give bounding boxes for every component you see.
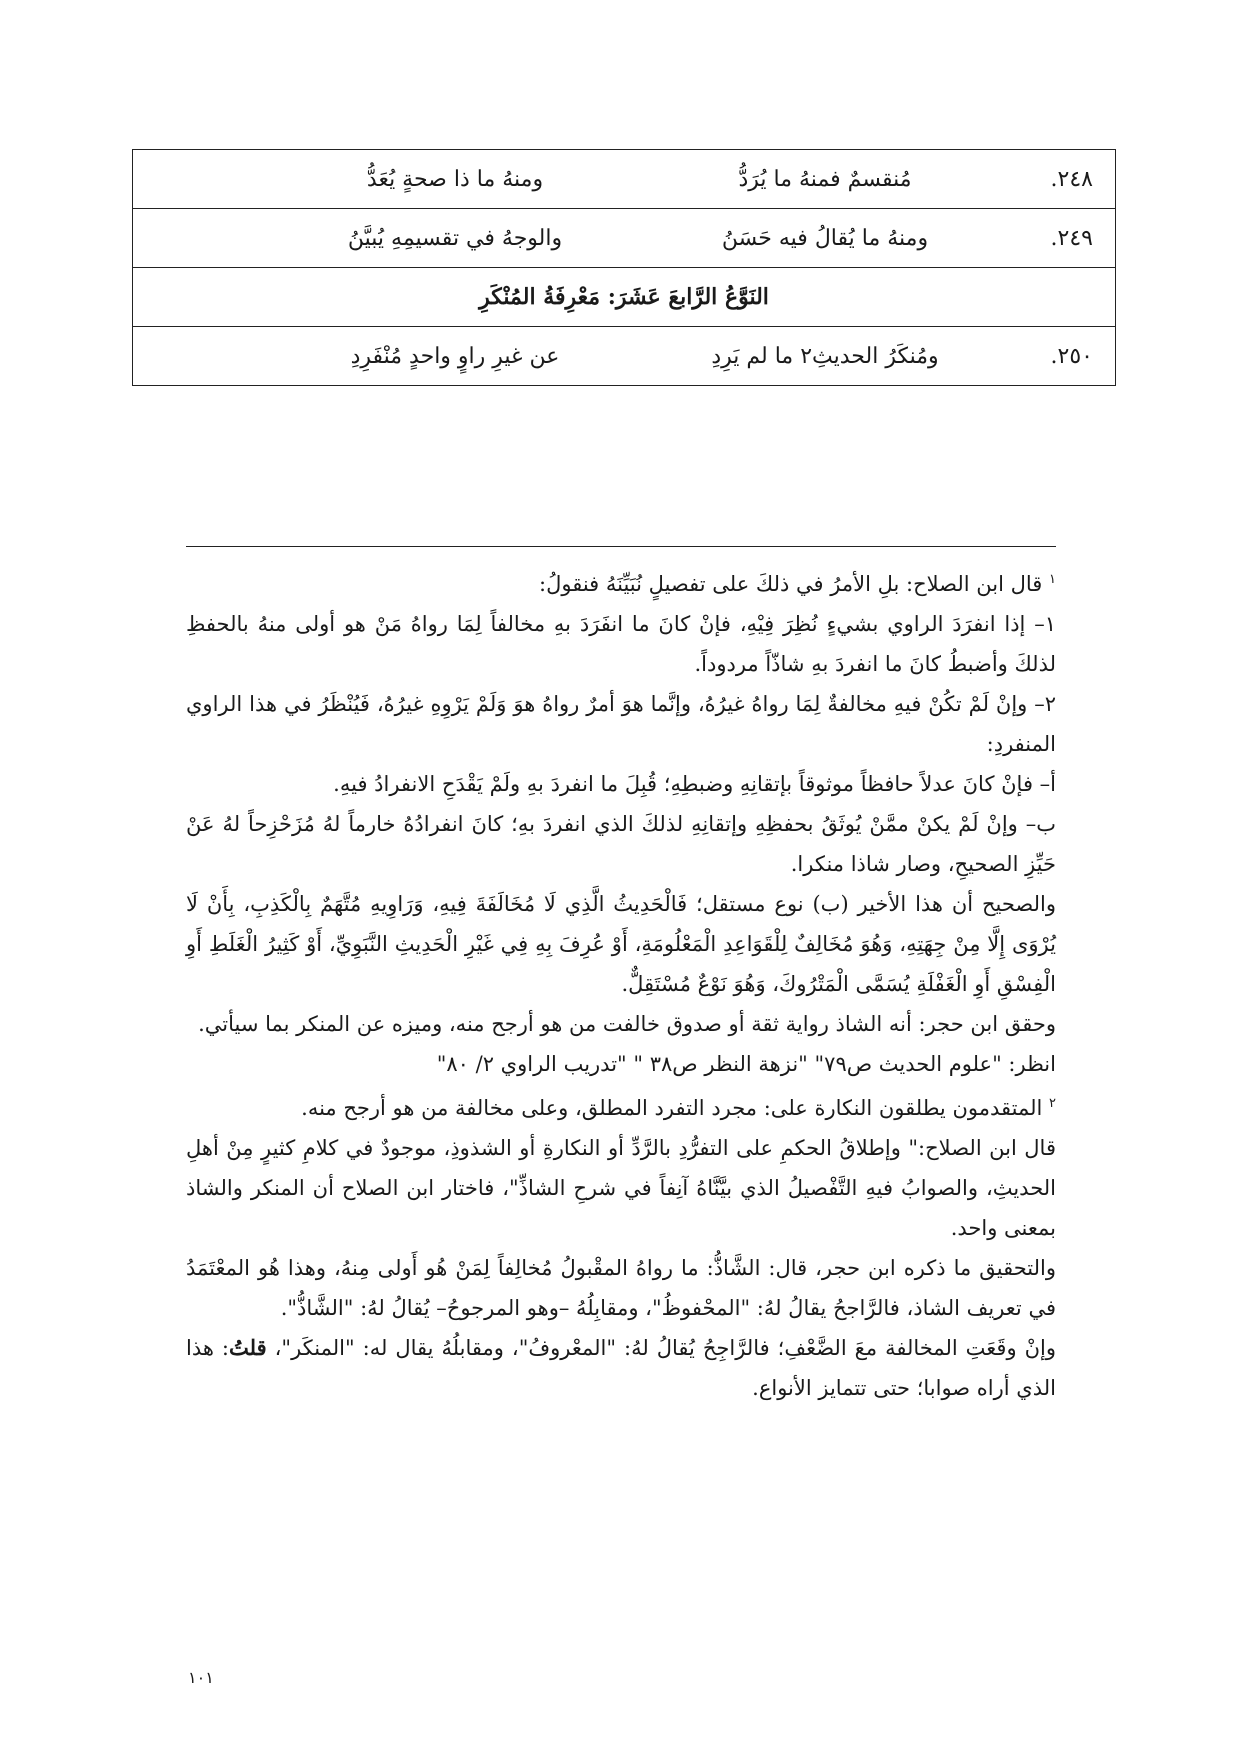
section-title-row [133,268,1116,327]
verse-row [133,327,1116,386]
footnote-paragraph: ب– وإنْ لَمْ يكنْ ممَّنْ يُوثَقُ بحفظِهِ وإتقانِهِ لذلكَ الذي انفردَ بهِ؛ كانَ انفرادُهُ خارماً لهُ مُزَحْزِحاً لهُ عَنْ حَيِّزِ الصحيحِ، وصار شاذا منكرا. [186,812,1056,876]
footnote-paragraph: أ– فإنْ كانَ عدلاً حافظاً موثوقاً بإتقانِهِ وضبطِهِ؛ قُبِلَ ما انفردَ بهِ ولَمْ يَقْدَحِ الانفرادُ فيهِ. [333,772,1056,796]
footnote-paragraph: وإنْ وقَعَتِ المخالفة معَ الضَّعْفِ؛ فالرَّاجِحُ يُقالُ لهُ: "المعْروفُ"، ومقابلُهُ يقال له: "المنكَر"، قلتُ: هذا الذي أراه صوابا؛ حتى تتمايز الأنواع. [186,1335,1056,1400]
footnote-reference: انظر: "علوم الحديث ص٧٩" "نزهة النظر ص٣٨ " "تدريب الراوي ٢/ ٨٠" [436,1052,1056,1076]
footnote-paragraph: والتحقيق ما ذكره ابن حجر، قال: الشَّاذُّ: ما رواهُ المقْبولُ مُخالِفاً لِمَنْ هُو أَولى مِنهُ، وهذا هُو المعْتَمَدُ في تعريف الشاذ، فالرَّاجحُ يقالُ لهُ: "المحْفوظُ"، ومقابِلُهُ –وهو المرجوحُ– يُقالُ لهُ: "الشَّاذُّ". [186,1256,1056,1320]
verse-first-hemistich: ومُنكَرُ الحديثِ٢ ما لم يَرِدِ [711,343,939,369]
verse-number: ٢٤٨. [1050,166,1093,192]
verse-row [133,150,1116,209]
verse-first-hemistich: مُنقسمٌ فمنهُ ما يُرَدُّ [738,166,912,192]
verse-second-hemistich: والوجهُ في تقسيمِهِ يُبيَّنُ [347,225,563,251]
verse-row [133,209,1116,268]
footnote-2-intro: $^٢$ المتقدمون يطلقون النكارة على: مجرد التفرد المطلق، وعلى مخالفة من هو أرجح منه. [301,1096,1056,1120]
footnote-marker: ٢ [1049,1096,1056,1111]
footnote-paragraph: وحقق ابن حجر: أنه الشاذ رواية ثقة أو صدوق خالفت من هو أرجح منه، وميزه عن المنكر بما سيأتي. [198,1012,1056,1036]
footnote-marker: ١ [1049,572,1056,587]
footnote-paragraph: ١– إذا انفرَدَ الراوي بشيءٍ نُظِرَ فِيْهِ، فإنْ كانَ ما انفَرَدَ بهِ مخالفاً لِمَا رواهُ مَنْ هو أولى منهُ بالحفظِ لذلكَ وأضبطُ كانَ ما انفردَ بهِ شاذّاً مردوداً. [186,612,1056,676]
verse-number: ٢٥٠. [1050,343,1093,369]
verse-number: ٢٤٩. [1050,225,1093,251]
footnote-paragraph: قال ابن الصلاح:" وإطلاقُ الحكمِ على التفرُّدِ بالرَّدِّ أو النكارةِ أو الشذوذِ، موجودٌ في كلامِ كثيرٍ مِنْ أهلِ الحديثِ، والصوابُ فيهِ التَّفْصيلُ الذي بيَّنَّاهُ آنِفاً في شرحِ الشاذِّ"، فاختار ابن الصلاح أن المنكر والشاذ بمعنى واحد. [186,1136,1056,1240]
footnote-separator [186,546,1056,547]
footnotes [186,560,1056,1408]
verse-first-hemistich: ومنهُ ما يُقالُ فيه حَسَنُ [721,225,929,251]
footnote-paragraph: ٢– وإنْ لَمْ تكُنْ فيهِ مخالفةٌ لِمَا رواهُ غيرُهُ، وإنَّما هوَ أمرٌ رواهُ هوَ وَلَمْ يَرْوِهِ غيرُهُ، فَيُنْظَرُ في هذا الراوي المنفردِ: [186,692,1056,756]
footnote-paragraph: والصحيح أن هذا الأخير (ب) نوع مستقل؛ فَالْحَدِيثُ الَّذِي لَا مُخَالَفَةَ فِيهِ، وَرَاوِيهِ مُتَّهَمٌ بِالْكَذِبِ، بِأَنْ لَا يُرْوَى إِلَّا مِنْ جِهَتِهِ، وَهُوَ مُخَالِفٌ لِلْقَوَاعِدِ الْمَعْلُومَةِ، أَوْ عُرِفَ بِهِ فِي غَيْرِ الْحَدِيثِ النَّبَوِيِّ، أَوْ كَثِيرُ الْغَلَطِ أَوِ الْفِسْقِ أَوِ الْغَفْلَةِ يُسَمَّى الْمَتْرُوكَ، وَهُوَ نَوْعٌ مُسْتَقِلٌّ. [186,892,1056,996]
verse-second-hemistich: عن غيرِ راوٍ واحدٍ مُنْفَرِدِ [350,343,560,369]
verse-table [132,149,1116,386]
footnote-1-intro: $^١$ قال ابن الصلاح: بلِ الأمرُ في ذلكَ على تفصيلٍ نُبَيِّنَهُ فنقولُ: [539,572,1056,596]
verse-second-hemistich: ومنهُ ما ذا صحةٍ يُعَدُّ [366,166,544,192]
section-title: النَوَّعُ الرَّابعَ عَشَرَ: مَعْرِفَةُ المُنْكَرِ [133,268,1116,327]
emphasis-qultu: قلتُ [229,1335,267,1360]
page-number: ١٠١ [188,1668,214,1687]
